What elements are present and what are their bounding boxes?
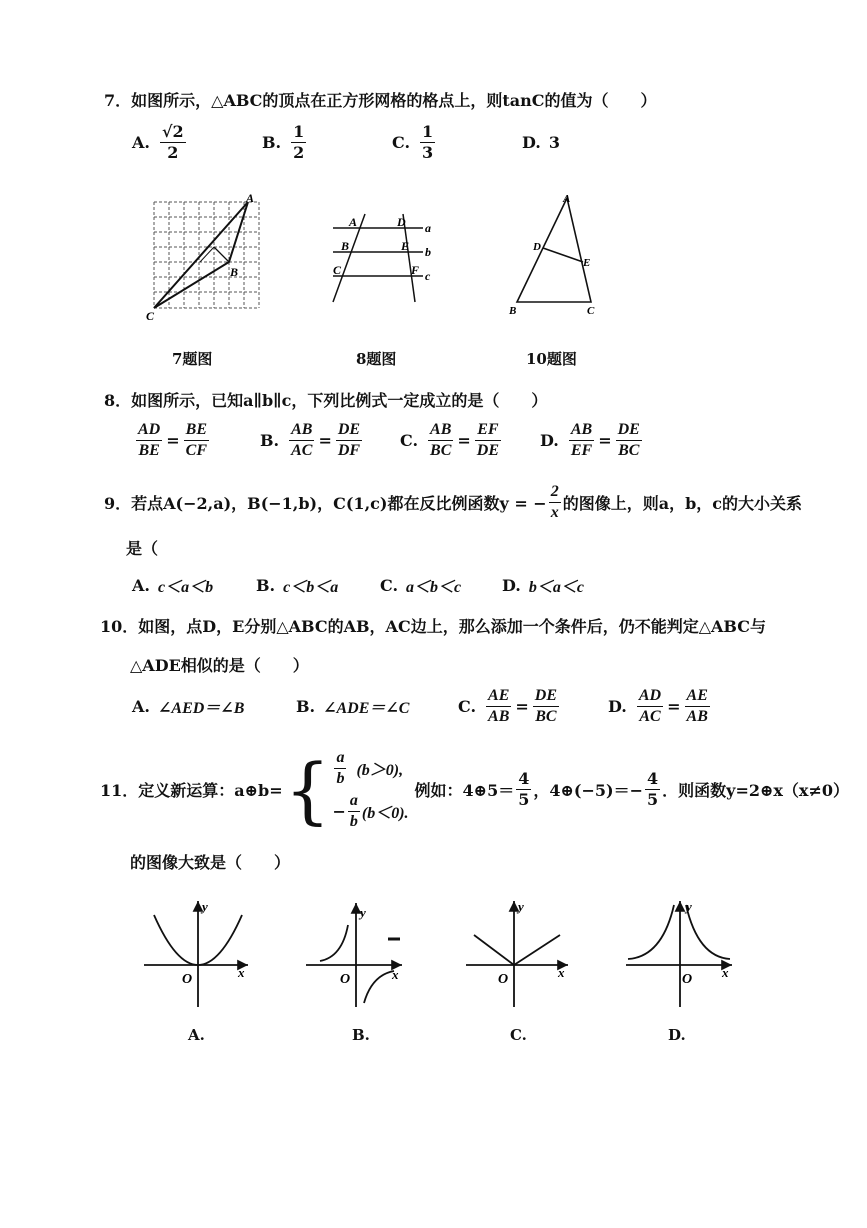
fig8-diagram bbox=[325, 210, 440, 305]
svg-text:y: y bbox=[360, 905, 366, 920]
q7-option-d[interactable]: D. 3 bbox=[522, 133, 561, 152]
fig7-label-c: C bbox=[146, 309, 155, 323]
fig7-caption: 7题图 bbox=[172, 350, 213, 368]
q11-graph-b[interactable] bbox=[302, 895, 417, 1010]
q9-option-b[interactable]: B. c＜b＜a bbox=[256, 576, 339, 596]
q11-graph-c-label: C. bbox=[510, 1026, 527, 1044]
q8-option-c[interactable]: C. $\frac{AB}{BC}$ = $\frac{EF}{DE}$ bbox=[400, 421, 500, 459]
q7-options bbox=[132, 122, 622, 163]
svg-text:D: D bbox=[533, 241, 541, 253]
q9-stem: 9．若点A(−2,a)，B(−1,b)，C(1,c)都在反比例函数y = − $\frac{2}{x}$ 的图像上，则a，b，c的大小关系 bbox=[104, 483, 803, 521]
q11-graph-d[interactable] bbox=[622, 895, 740, 1010]
q9-option-d[interactable]: D. b＜a＜c bbox=[502, 576, 584, 596]
svg-text:A: A bbox=[349, 215, 358, 229]
svg-text:C: C bbox=[333, 263, 342, 277]
svg-text:O: O bbox=[182, 972, 193, 987]
svg-text:y: y bbox=[686, 899, 692, 914]
q10-options bbox=[132, 686, 728, 727]
q9-option-a[interactable]: A. c＜a＜b bbox=[132, 576, 214, 596]
q11-stem-line2: 的图像大致是（ ） bbox=[130, 853, 291, 872]
q10-option-b[interactable]: B. ∠ADE＝∠C bbox=[296, 697, 410, 717]
svg-text:A: A bbox=[563, 193, 571, 205]
svg-text:O: O bbox=[682, 972, 693, 987]
q7-stem: 7．如图所示，△ABC的顶点在正方形网格的格点上，则tanC的值为（ ） bbox=[104, 91, 657, 110]
svg-text:F: F bbox=[411, 263, 420, 277]
fig8-caption: 8题图 bbox=[356, 350, 397, 368]
svg-text:b: b bbox=[425, 245, 431, 259]
svg-text:x: x bbox=[392, 967, 399, 982]
svg-text:a: a bbox=[425, 221, 431, 235]
q11-stem: 11．定义新运算：a⊕b= { $\frac{a}{b}$ (b＞0), − $\frac{a}{b}$ (b＜0). 例如：4⊕5＝ $\frac{4}{5}$ ，4⊕(−5)＝− $\frac{4}{5}$ ．则函数y=2⊕x（x≠0） bbox=[100, 747, 850, 832]
q10-option-a[interactable]: A. ∠AED＝∠B bbox=[132, 697, 245, 717]
q11-graph-b-label: B. bbox=[352, 1026, 370, 1044]
fig10-diagram bbox=[505, 190, 605, 320]
q9-option-c[interactable]: C. a＜b＜c bbox=[380, 576, 462, 596]
q8-option-a[interactable]: $\frac{AD}{BE}$ = $\frac{BE}{CF}$ bbox=[138, 421, 207, 459]
q8-options bbox=[126, 420, 680, 461]
q7-option-c[interactable]: C. $\frac{1}{3}$ bbox=[392, 122, 434, 162]
q11-graph-c[interactable] bbox=[462, 895, 577, 1010]
svg-text:y: y bbox=[518, 899, 524, 914]
svg-text:D: D bbox=[397, 215, 406, 229]
q10-option-c[interactable]: C. $\frac{AE}{AB}$ = $\frac{DE}{BC}$ bbox=[458, 687, 558, 725]
q11-graph-d-label: D. bbox=[668, 1026, 686, 1044]
q9-options bbox=[132, 574, 612, 597]
svg-text:x: x bbox=[238, 965, 245, 980]
q10-stem: 10．如图，点D，E分别△ABC的AB，AC边上，那么添加一个条件后，仍不能判定△ABC与 bbox=[100, 617, 766, 636]
q9-stem-line2: 是（ bbox=[126, 539, 159, 558]
q10-option-d[interactable]: D. $\frac{AD}{AC}$ = $\frac{AE}{AB}$ bbox=[608, 687, 708, 725]
svg-text:E: E bbox=[401, 239, 410, 253]
svg-text:y: y bbox=[202, 899, 208, 914]
q11-case1: $\frac{a}{b}$ (b＞0), bbox=[336, 748, 404, 787]
fig7-label-a: A bbox=[246, 191, 255, 205]
svg-text:x: x bbox=[722, 965, 729, 980]
q8-option-b[interactable]: B. $\frac{AB}{AC}$ = $\frac{DE}{DF}$ bbox=[260, 421, 361, 459]
fig10-caption: 10题图 bbox=[526, 350, 577, 368]
svg-text:B: B bbox=[509, 305, 517, 317]
svg-text:B: B bbox=[341, 239, 350, 253]
q10-stem-line2: △ADE相似的是（ ） bbox=[130, 656, 309, 675]
q8-option-d[interactable]: D. $\frac{AB}{EF}$ = $\frac{DE}{BC}$ bbox=[540, 421, 640, 459]
svg-text:O: O bbox=[340, 972, 351, 987]
fig7-label-b: B bbox=[230, 265, 239, 279]
q11-case2: − $\frac{a}{b}$ (b＜0). bbox=[332, 791, 409, 830]
q8-stem: 8．如图所示，已知a∥b∥c，下列比例式一定成立的是（ ） bbox=[104, 391, 548, 410]
brace: { bbox=[284, 747, 331, 832]
q7-option-b[interactable]: B. $\frac{1}{2}$ bbox=[262, 122, 305, 162]
q7-option-a[interactable]: A. $\frac{√2}{2}$ bbox=[132, 122, 184, 162]
svg-text:c: c bbox=[425, 269, 431, 283]
q11-graph-a-label: A. bbox=[188, 1026, 205, 1044]
fig7-diagram bbox=[140, 190, 270, 325]
svg-text:O: O bbox=[498, 972, 509, 987]
svg-text:x: x bbox=[558, 965, 565, 980]
svg-text:E: E bbox=[583, 257, 591, 269]
q11-cases bbox=[332, 748, 408, 832]
q11-graph-a[interactable] bbox=[140, 895, 255, 1010]
svg-text:C: C bbox=[587, 305, 595, 317]
